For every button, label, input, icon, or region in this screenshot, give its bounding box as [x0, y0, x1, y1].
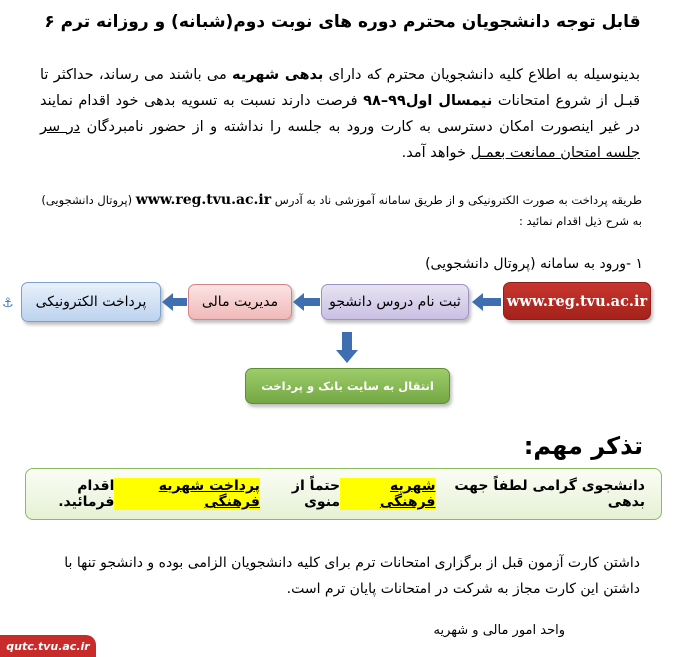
intro-text-1: بدینوسیله به اطلاع کلیه دانشجویان محترم که دارای [323, 67, 640, 83]
arrow-down-icon [336, 332, 358, 364]
flow-finance-box: مدیریت مالی [188, 284, 292, 320]
intro-bold-debt: بدهی شهریه [232, 67, 324, 83]
notice-text-1: دانشجوی گرامی لطفاً جهت بدهی [454, 478, 645, 510]
arrow-left-icon [162, 292, 188, 312]
notice-box [25, 468, 662, 520]
intro-underline: در سر جلسه امتحان ممانعت بعمـل [40, 119, 640, 161]
payment-method-paragraph [40, 190, 642, 232]
site-logo: qutc.tvu.ac.ir [0, 635, 96, 657]
intro-text-3: فرصت دارند نسبت به تسویه بدهی خود اقدام نمایند در غیر اینصورت امکان دسترسی به کارت ورود به جلسه را نداشته و از حضور نامبردگان [40, 93, 641, 135]
signature: واحد امور مالی و شهریه [433, 623, 565, 638]
intro-bold-semester: نیمسال اول۹۹–۹۸ [363, 93, 493, 109]
arrow-left-icon [293, 292, 321, 312]
flow-site-box: www.reg.tvu.ac.ir [503, 282, 651, 320]
flow-epay-box: پرداخت الکترونیکی [21, 282, 161, 322]
payment-text-2: (پروتال دانشجویی) به شرح ذیل اقدام نمائید : [41, 193, 642, 228]
anchor-icon: ⚓ [2, 296, 14, 311]
portal-url-link[interactable]: www.reg.tvu.ac.ir [135, 192, 272, 208]
intro-text-4: خواهد آمد. [401, 145, 471, 161]
flow-bank-box: انتقال به سایت بانک و پرداخت [245, 368, 450, 404]
intro-text-2: می باشند می رساند، حداکثر تا قبـل از شروع امتحانات [40, 67, 640, 109]
intro-paragraph [40, 62, 640, 166]
exam-card-paragraph: داشتن کارت آزمون قبل از برگزاری امتحانات ترم برای کلیه دانشجویان الزامی بوده و دانشجو تنها با داشتن این کارت مجاز به شرکت در امتحانات پایان ترم است. [64, 555, 640, 597]
notice-highlight-2: پرداخت شهریه فرهنگی [114, 478, 260, 510]
page-title: قابل توجه دانشجویان محترم دوره های نوبت دوم(شبانه) و روزانه ترم ۶ [44, 12, 641, 32]
important-note-heading: تذکر مهم: [523, 432, 643, 460]
step-1-label: ۱ -ورود به سامانه (پروتال دانشجویی) [425, 256, 643, 272]
notice-highlight-1: شهریه فرهنگی [340, 478, 435, 510]
arrow-left-icon [472, 292, 502, 312]
flow-register-box: ثبت نام دروس دانشجو [321, 284, 469, 320]
notice-text-2: حتماً از منوی [291, 478, 341, 510]
payment-text-1: طریقه پرداخت به صورت الکترونیکی و از طریق سامانه آموزشی ناد به آدرس [271, 193, 642, 207]
notice-text-3: اقدام فرمائید. [58, 478, 115, 510]
